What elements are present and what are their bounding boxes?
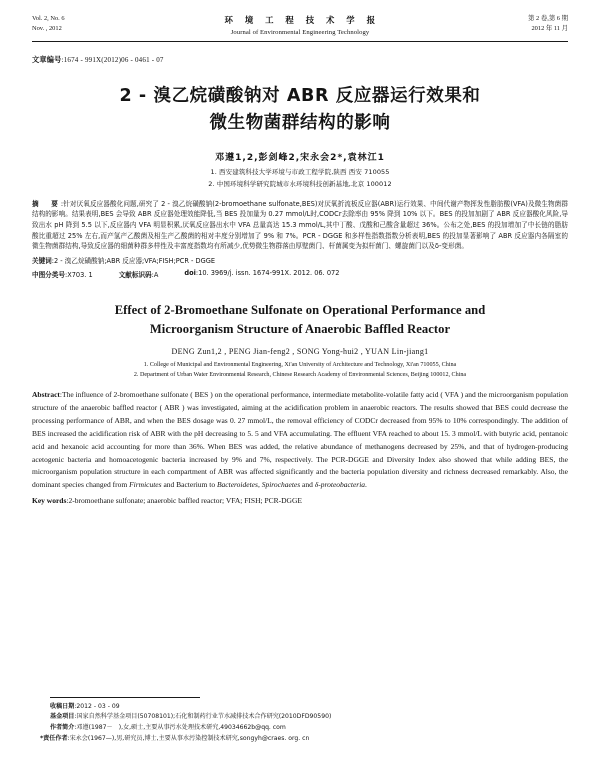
funding-value: :国家自然科学基金项目(50708101);石化和制药行业节水减排技术合作研究(2010DFD90590) (74, 713, 332, 721)
author-bio-label: 作者简介 (50, 724, 75, 732)
page-title-cn-line2: 微生物菌群结构的影响 (209, 113, 391, 134)
corresponding-author-value: :宋永会(1967—),男,研究员,博士,主要从事水污染控制技术研究,songyh@craes. org. cn (67, 735, 310, 743)
abstract-en-taxon-2: Bacteroidetes (216, 480, 258, 490)
journal-title-cn: 环 境 工 程 技 术 学 报 (224, 15, 380, 25)
issue-date-cn: 2012 年 11 月 (531, 24, 568, 32)
affiliation-en-1: 1. College of Municipal and Environmental Engineering, Xi'an University of Architecture and Technology, Xi'an 710055, China (143, 361, 457, 368)
abstract-cn-label: 摘 要 (32, 199, 61, 208)
document-code-label: 文献标识码 (118, 271, 152, 280)
doi-label: doi (184, 269, 196, 278)
clc-label: 中图分类号 (32, 271, 65, 280)
funding-label: 基金项目 (50, 713, 75, 721)
masthead (32, 14, 568, 38)
received-date-label: 收稿日期 (50, 702, 75, 710)
masthead-volume-block (32, 14, 152, 34)
page-title-en (32, 301, 568, 338)
article-number-label: 文章编号 (32, 55, 62, 65)
volume-number-en: Vol. 2, No. 6 (32, 15, 65, 22)
abstract-en-label: Abstract (32, 390, 60, 400)
footnote-divider (50, 697, 200, 698)
clc-number (32, 269, 93, 279)
abstract-en-text-5: . (365, 480, 367, 490)
funding (32, 712, 568, 723)
affiliations-en (32, 360, 568, 381)
received-date (32, 702, 568, 713)
abstract-en-text-3: , (257, 480, 262, 490)
page-title-en-line2: Microorganism Structure of Anaerobic Baffled Reactor (149, 322, 451, 337)
article-number (32, 55, 568, 65)
keywords-en-text: :2-bromoethane sulfonate; anaerobic baffled reactor; VFA; FISH; PCR-DGGE (66, 496, 302, 506)
keywords-en-label: Key words (32, 496, 67, 506)
author-bio (32, 723, 568, 734)
received-date-value: :2012 - 03 - 09 (74, 702, 120, 710)
document-code-value: :A (151, 271, 159, 280)
keywords-cn (32, 256, 568, 267)
author-bio-value: :邓遵(1987－ ),女,硕士,主要从事污水处理技术研究,49034662b@qq. com (74, 724, 286, 732)
keywords-cn-label: 关键词 (32, 256, 52, 265)
volume-number-cn: 第 2 卷,第 6 期 (528, 15, 568, 22)
corresponding-author-label: *责任作者 (40, 735, 68, 743)
page-title-cn (32, 83, 568, 137)
document-code (119, 269, 159, 279)
abstract-cn (32, 199, 568, 252)
classification-line (32, 269, 568, 279)
keywords-en (32, 495, 568, 508)
abstract-en-text-4: and (300, 480, 315, 490)
article-number-value: :1674 - 991X(2012)06 - 0461 - 07 (61, 56, 164, 65)
footnotes (32, 697, 568, 745)
affiliation-cn-1: 1. 西安建筑科技大学环境与市政工程学院,陕西 西安 710055 (210, 168, 390, 177)
page-title-cn-line1: 2 - 溴乙烷磺酸钠对 ABR 反应器运行效果和 (119, 86, 481, 107)
doi (184, 269, 339, 279)
affiliation-cn-2: 2. 中国环境科学研究院城市水环境科技创新基地,北京 100012 (208, 179, 392, 188)
abstract-en-taxon-4: δ-proteobacteria (314, 480, 366, 490)
authors-cn: 邓遵1,2,彭剑峰2,宋永会2*,袁林江1 (215, 153, 385, 164)
abstract-en-taxon-1: Firmicutes (129, 480, 162, 490)
masthead-journal-block (152, 14, 448, 38)
abstract-en-text: :The influence of 2-bromoethane sulfonate ( BES ) on the operational performance, intermediate metabolite-volatile fatty acid ( VFA ) and the microorganism population structure of the anaerobic baffled reactor ( ABR ) was investigated, aiming at the acidification problem in anaerobic reactors. The results showed that BES could decrease the processing performance of ABR, and when the BES dosage was 0. 27 mmol/L, the removal efficiency of CODCr decreased from 95% to 10% correspondingly. The addition of BES increased the acidification risk of ABR with the pH decreasing to 5. 5 and VFA accumulating. The effluent VFA reached to about 15. 3 mmol/L with butyric acid, pentanoic acid and hexanoic acid accounting for more than 36%. When BES was added, the relative abundance of methanogens decreased by 25%, and that of hydrogen-producing acetogenic bacteria and homoacetogenic bacteria increased by 9% and 7%, respectively. The PCR-DGGE and Diversity Index also showed that while adding BES, the microorganism population structure in each compartment of ABR was affected significantly and the bacteria population diversity and richness decreased remarkably. Also, the dominant species changed from (32, 390, 568, 490)
masthead-issue-block (448, 14, 568, 34)
abstract-en (32, 389, 568, 492)
keywords-cn-text: :2 - 溴乙烷磺酸钠;ABR 反应器;VFA;FISH;PCR - DGGE (51, 256, 215, 265)
issue-date-en: Nov. , 2012 (32, 24, 62, 32)
abstract-en-taxon-3: Spirochaetes (261, 480, 301, 490)
clc-value: :X703. 1 (64, 271, 93, 280)
page-title-en-line1: Effect of 2-Bromoethane Sulfonate on Operational Performance and (114, 303, 486, 318)
doi-value: :10. 3969/j. issn. 1674-991X. 2012. 06. 072 (195, 269, 340, 278)
masthead-divider (32, 41, 568, 42)
authors-en: DENG Zun1,2 , PENG Jian-feng2 , SONG Yong-hui2 , YUAN Lin-jiang1 (171, 346, 429, 356)
journal-title-en: Journal of Environmental Engineering Technology (230, 29, 370, 37)
abstract-cn-text: :针对厌氧反应器酸化问题,研究了 2 - 溴乙烷磺酸钠(2-bromoethane sulfonate,BES)对厌氧折流板反应器(ABR)运行效果、中间代谢产物挥发性脂肪酸(VFA)及微生物菌群结构的影响。结果表明,BES 会导致 ABR 反应器处理效能降低,当 BES 投加量为 0.27 mmol/L时,CODCr去除率由 95% 降到 10% 以下。BES 的投加加剧了 ABR 反应器酸化风险,导致出水 pH 降到 5.5 以下,反应器内 VFA 明显积累,厌氧反应器出水中 VFA 总量高达 15.3 mmol/L,其中丁酸、戊酸和己酸含量超过 36%。公布之处,BES 的投加增加了中长链的脂肪酸比重超过 25% 左右,而产氢产乙酸菌及相生产乙酸菌的相对丰度分别增加了 9% 和 7%。PCR - DGGE 和多样性指数指数分析表明,BES 的投加显著影响了 ABR 反应器内各隔室的微生物菌群结构,导致反应器的细菌种群多样性及丰富度指数均有所减少,优势微生物群落由厚壁菌门、杆菌属变为拟杆菌门、螺旋菌门以及δ-变形菌。 (32, 199, 569, 251)
affiliations-cn (32, 167, 568, 189)
abstract-en-text-2: and Bacterium to (161, 480, 217, 490)
corresponding-author (32, 734, 568, 745)
affiliation-en-2: 2. Department of Urban Water Environmental Research, Chinese Research Academy of Environmental Sciences, Beijing 100012, China (133, 372, 467, 379)
